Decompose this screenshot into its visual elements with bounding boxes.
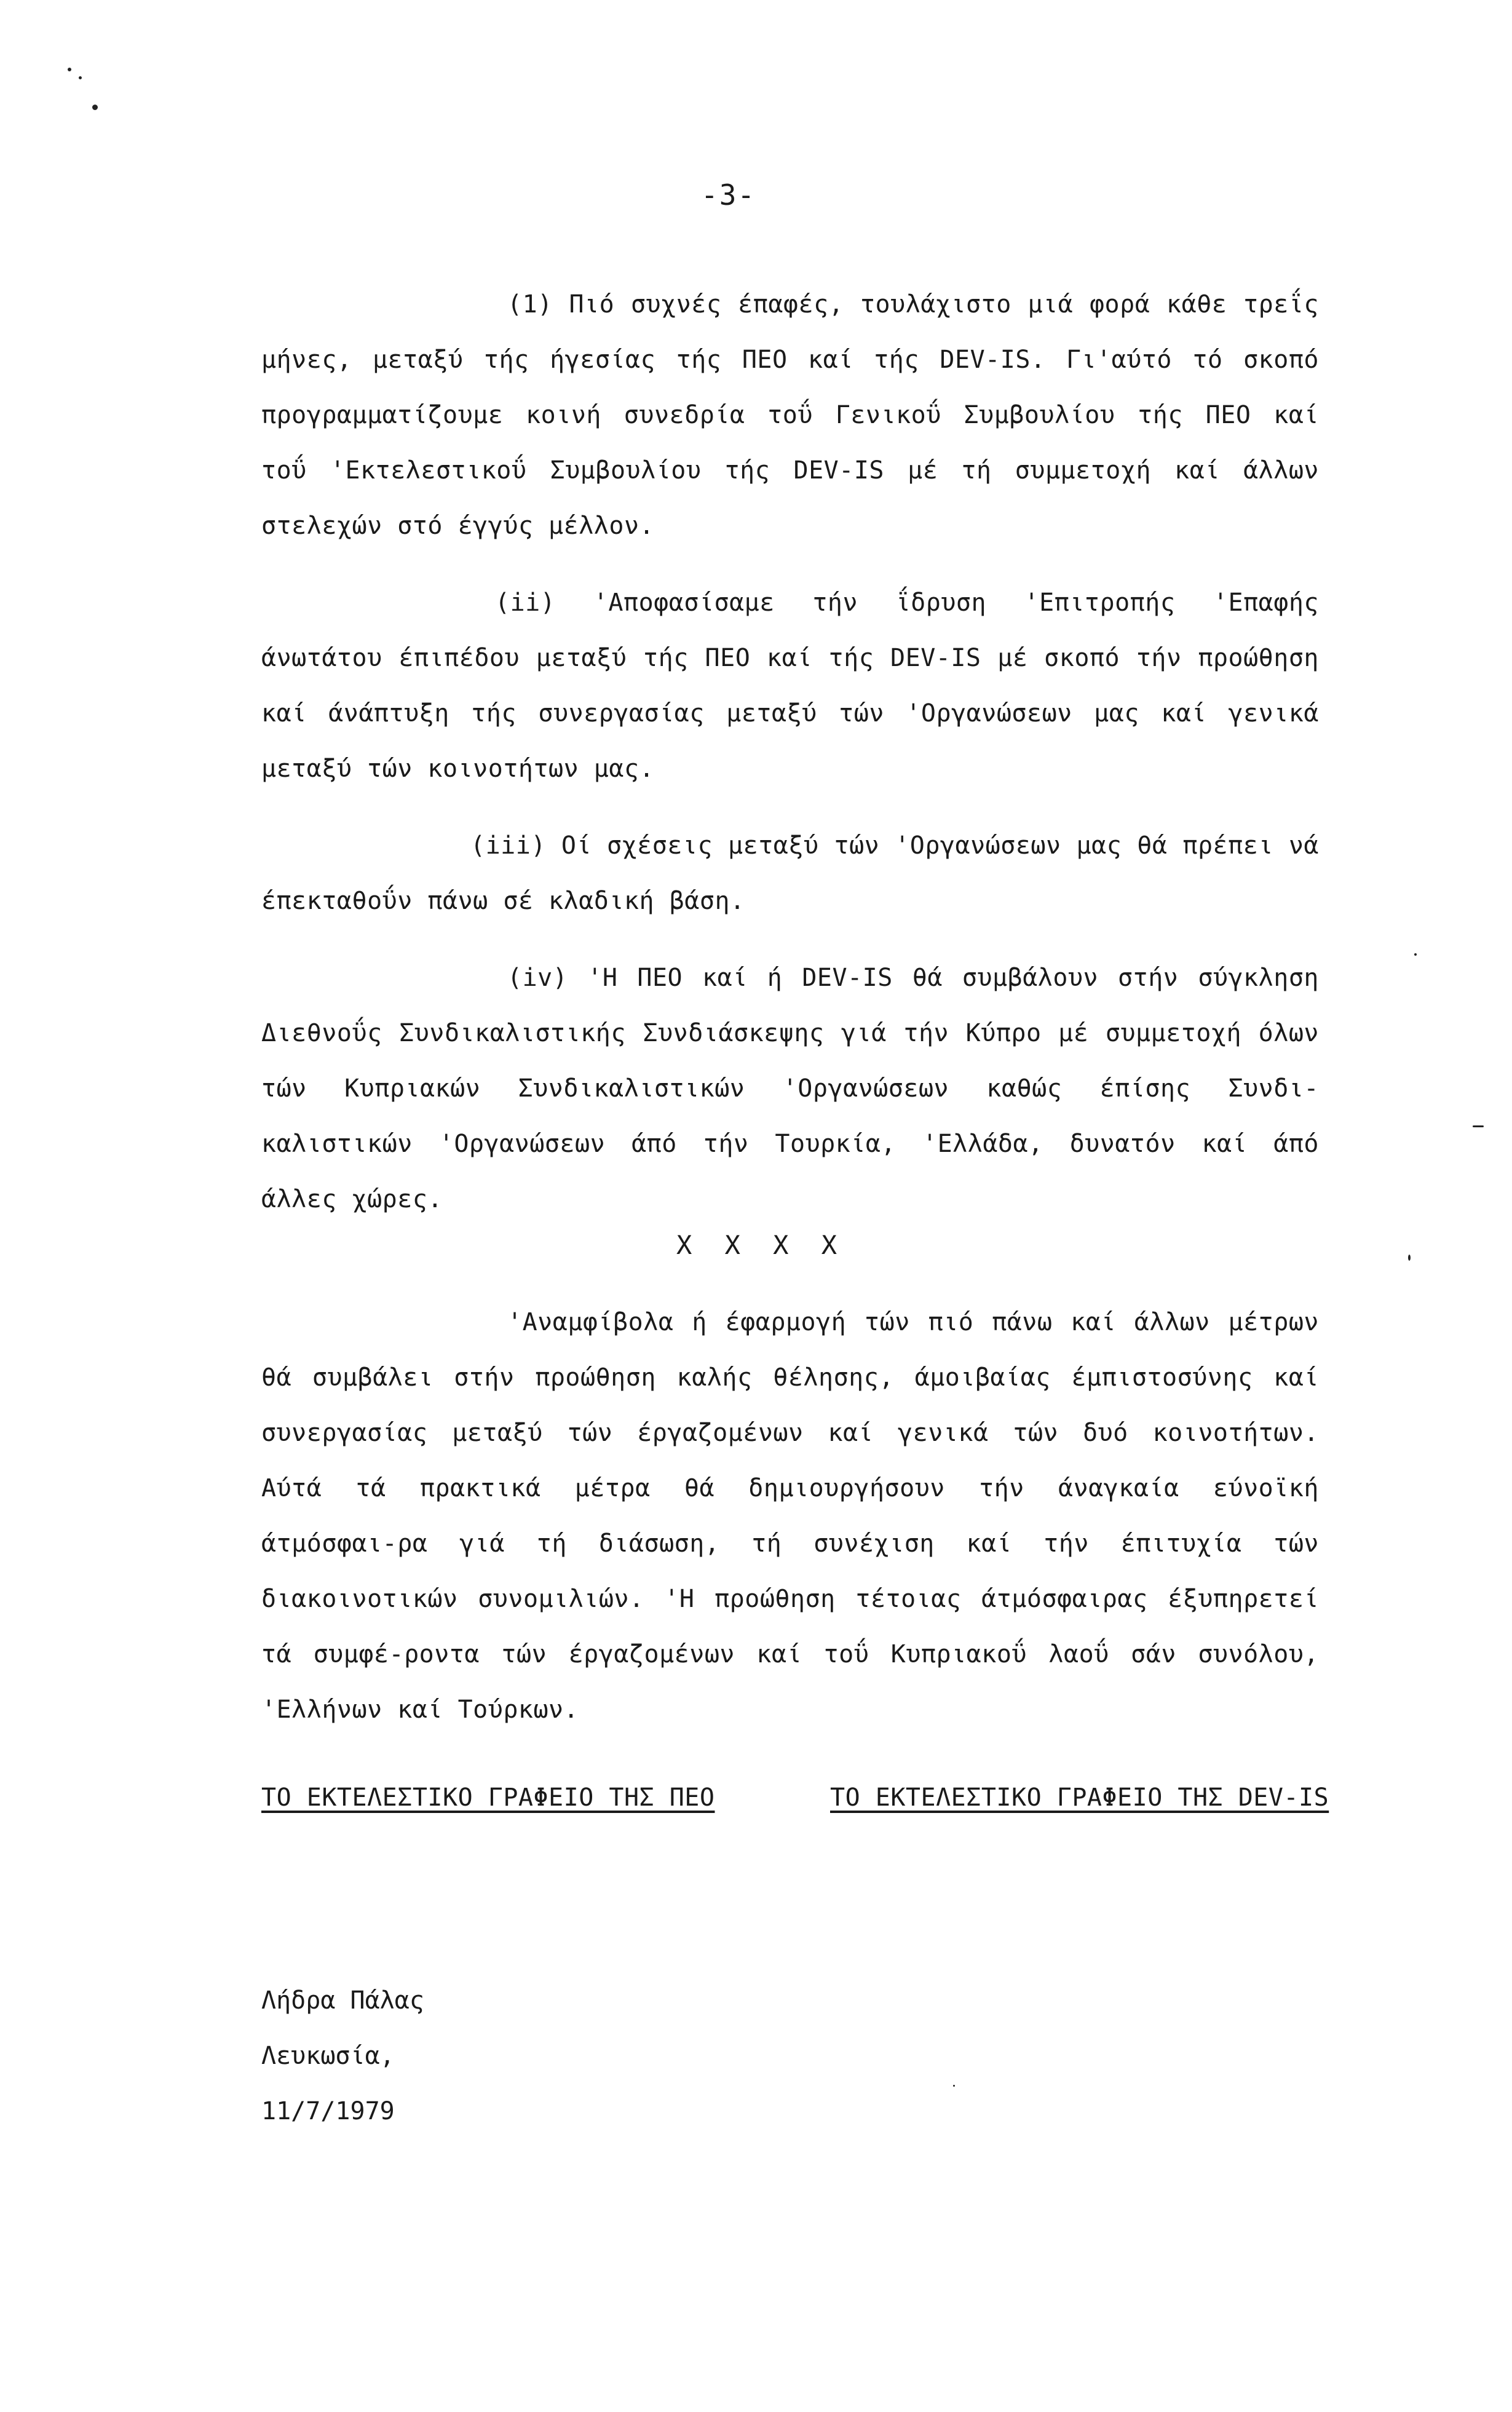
scan-speck: [79, 76, 82, 79]
paragraph-text: (1) Πιό συχνές έπαφές, τουλάχιστο μιά φορά κάθε τρεΐς μήνες, μεταξύ τής ήγεσίας τής ΠΕΟ καί τής DEV-IS. Γι'αύτό τό σκοπό προγραμματίζουμε κοινή συνεδρία τοΰ Γενικοΰ Συμβουλίου τής ΠΕΟ καί τοΰ 'Εκτελεστικοΰ Συμβουλίου τής DEV-IS μέ τή συμμετοχή καί άλλων στελεχών στό έγγύς μέλλον.: [261, 290, 1319, 540]
closing-paragraph: [261, 1295, 1319, 1737]
paragraph-text: 'Αναμφίβολα ή έφαρμογή τών πιό πάνω καί άλλων μέτρων θά συμβάλει στήν προώθηση καλής θέλησης, άμοιβαίας έμπιστοσύνης καί συνεργασίας μεταξύ τών έργαζομένων καί γενικά τών δυό κοινοτήτων. Αύτά τά πρακτικά μέτρα θά δημιουργήσουν τήν άναγκαία εύνοϊκή άτμόσφαι-ρα γιά τή διάσωση, τή συνέχιση καί τήν έπιτυχία τών διακοινοτικών συνομιλιών. 'Η προώθηση τέτοιας άτμόσφαιρας έξυπηρετεί τά συμφέ-ροντα τών έργαζομένων καί τοΰ Κυπριακοΰ λαοΰ σάν συνόλου, 'Ελλήνων καί Τούρκων.: [261, 1308, 1319, 1724]
scan-speck: [1473, 1125, 1484, 1127]
scan-speck: [68, 68, 71, 71]
paragraph-4: [261, 950, 1319, 1227]
signature-dev-is: ΤΟ ΕΚΤΕΛΕΣΤΙΚΟ ΓΡΑΦΕΙΟ ΤΗΣ DEV-IS: [830, 1783, 1329, 1812]
paragraph-2: [261, 575, 1319, 796]
scan-speck: [92, 105, 98, 110]
page-number: -3-: [701, 178, 756, 212]
paragraph-1: [261, 277, 1319, 553]
scan-speck: [1408, 1255, 1411, 1261]
scan-speck: [1414, 953, 1417, 956]
footer-place: Λευκωσία,: [261, 2042, 395, 2070]
footer-typist: Λήδρα Πάλας: [261, 1986, 424, 2015]
paragraph-3: [261, 818, 1319, 929]
footer-date: 11/7/1979: [261, 2097, 395, 2125]
paragraph-text: (iv) 'Η ΠΕΟ καί ή DEV-IS θά συμβάλουν στήν σύγκληση Διεθνοΰς Συνδικαλιστικής Συνδιάσκεψης γιά τήν Κύπρο μέ συμμετοχή όλων τών Κυπριακών Συνδικαλιστικών 'Οργανώσεων καθώς έπίσης Συνδι-καλιστικών 'Οργανώσεων άπό τήν Τουρκία, 'Ελλάδα, δυνατόν καί άπό άλλες χώρες.: [261, 964, 1319, 1213]
paragraph-text: (ii) 'Αποφασίσαμε τήν ΐδρυση 'Επιτροπής 'Επαφής άνωτάτου έπιπέδου μεταξύ τής ΠΕΟ καί τής DEV-IS μέ σκοπό τήν προώθηση καί άνάπτυξη τής συνεργασίας μεταξύ τών 'Οργανώσεων μας καί γενικά μεταξύ τών κοινοτήτων μας.: [261, 589, 1319, 783]
paragraph-text: (iii) Οί σχέσεις μεταξύ τών 'Οργανώσεων μας θά πρέπει νά έπεκταθοΰν πάνω σέ κλαδική βάση.: [261, 831, 1319, 915]
section-separator: X X X X: [676, 1230, 846, 1260]
signature-peo: ΤΟ ΕΚΤΕΛΕΣΤΙΚΟ ΓΡΑΦΕΙΟ ΤΗΣ ΠΕΟ: [261, 1783, 715, 1812]
scan-speck: [953, 2085, 955, 2087]
